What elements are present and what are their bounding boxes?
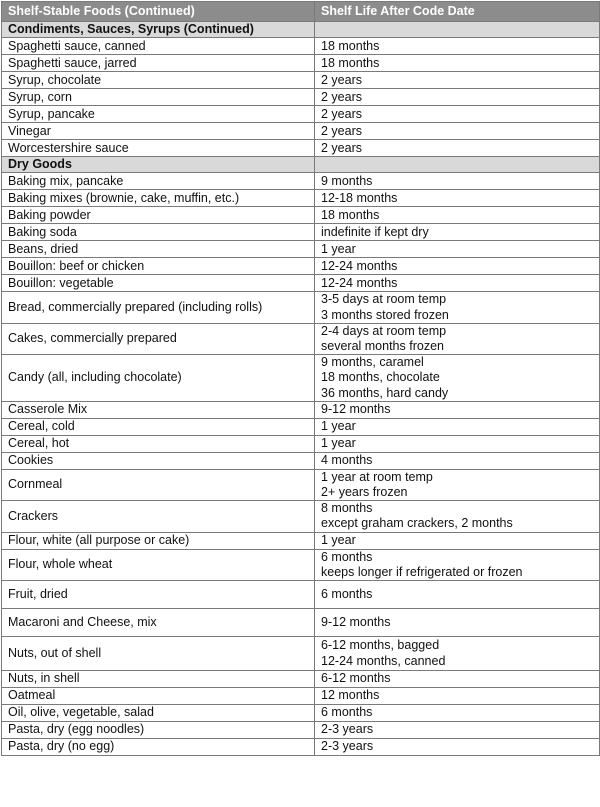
shelf-life-cell	[315, 469, 600, 500]
shelf-life-line: 2 years	[321, 140, 362, 155]
shelf-life-line: 1 year at room temp	[321, 469, 433, 484]
table-row	[2, 637, 600, 671]
table-row	[2, 224, 600, 241]
table-row	[2, 549, 600, 580]
section-header-row	[2, 22, 600, 38]
shelf-life-line: 1 year	[321, 419, 356, 434]
shelf-life-cell	[315, 418, 600, 435]
shelf-life-cell	[315, 292, 600, 323]
table-row	[2, 469, 600, 500]
shelf-life-line: 6-12 months, bagged	[321, 638, 440, 653]
shelf-life-cell	[315, 355, 600, 402]
table-row	[2, 501, 600, 532]
shelf-life-line: 2+ years frozen	[321, 485, 408, 500]
shelf-life-cell	[315, 258, 600, 275]
shelf-life-line: 18 months	[321, 207, 380, 222]
section-title-empty-cell	[315, 157, 600, 173]
table-row	[2, 173, 600, 190]
table-body	[2, 22, 600, 756]
table-row	[2, 739, 600, 756]
table-row	[2, 292, 600, 323]
shelf-life-cell	[315, 190, 600, 207]
shelf-life-line: indefinite if kept dry	[321, 224, 429, 239]
food-item-cell: Spaghetti sauce, canned	[2, 38, 315, 55]
table-row	[2, 38, 600, 55]
shelf-life-cell	[315, 688, 600, 705]
shelf-life-line: 1 year	[321, 533, 356, 548]
table-row	[2, 241, 600, 258]
shelf-life-table	[1, 1, 600, 756]
shelf-life-line: 8 months	[321, 501, 373, 516]
shelf-life-line: 36 months, hard candy	[321, 385, 449, 400]
shelf-life-line: 12-24 months, canned	[321, 653, 446, 668]
table-row	[2, 418, 600, 435]
shelf-life-line: 18 months, chocolate	[321, 370, 440, 385]
food-item-cell: Oatmeal	[2, 688, 315, 705]
food-item-cell: Flour, whole wheat	[2, 549, 315, 580]
shelf-life-cell	[315, 609, 600, 637]
shelf-life-line: 9 months, caramel	[321, 355, 424, 370]
food-item-cell: Fruit, dried	[2, 581, 315, 609]
food-item-cell: Oil, olive, vegetable, salad	[2, 705, 315, 722]
food-item-cell: Syrup, pancake	[2, 106, 315, 123]
table-row	[2, 705, 600, 722]
food-item-cell: Bread, commercially prepared (including rolls)	[2, 292, 315, 323]
food-item-cell: Nuts, out of shell	[2, 637, 315, 671]
table-row	[2, 355, 600, 402]
shelf-life-line: 3 months stored frozen	[321, 307, 449, 322]
food-item-cell: Casserole Mix	[2, 401, 315, 418]
food-item-cell: Baking powder	[2, 207, 315, 224]
shelf-life-cell	[315, 106, 600, 123]
food-item-cell: Bouillon: beef or chicken	[2, 258, 315, 275]
shelf-life-line: several months frozen	[321, 339, 444, 354]
shelf-life-line: 9 months	[321, 173, 373, 188]
shelf-life-cell	[315, 435, 600, 452]
food-item-cell: Spaghetti sauce, jarred	[2, 55, 315, 72]
table-row	[2, 323, 600, 354]
shelf-life-line: 9-12 months	[321, 402, 391, 417]
shelf-life-line: 6 months	[321, 549, 373, 564]
table-row	[2, 123, 600, 140]
food-item-cell: Nuts, in shell	[2, 671, 315, 688]
table-row	[2, 140, 600, 157]
table-row	[2, 435, 600, 452]
shelf-life-cell	[315, 241, 600, 258]
shelf-life-line: 3-5 days at room temp	[321, 292, 447, 307]
shelf-life-line: 12-18 months	[321, 190, 398, 205]
food-item-cell: Pasta, dry (no egg)	[2, 739, 315, 756]
section-title: Dry Goods	[2, 157, 315, 173]
food-item-cell: Baking soda	[2, 224, 315, 241]
shelf-life-cell	[315, 89, 600, 106]
food-item-cell: Cookies	[2, 452, 315, 469]
food-item-cell: Pasta, dry (egg noodles)	[2, 722, 315, 739]
shelf-life-cell	[315, 55, 600, 72]
shelf-life-cell	[315, 224, 600, 241]
table-row	[2, 258, 600, 275]
food-item-cell: Baking mixes (brownie, cake, muffin, etc.)	[2, 190, 315, 207]
table-header-row	[2, 2, 600, 22]
shelf-life-line: 6 months	[321, 705, 373, 720]
table-row	[2, 581, 600, 609]
header-shelf-life-column: Shelf Life After Code Date	[315, 2, 600, 22]
shelf-life-line: 6 months	[321, 586, 373, 601]
table-row	[2, 72, 600, 89]
shelf-life-cell	[315, 140, 600, 157]
shelf-life-cell	[315, 581, 600, 609]
shelf-life-line: 18 months	[321, 38, 380, 53]
shelf-life-line: 12-24 months	[321, 258, 398, 273]
shelf-life-cell	[315, 72, 600, 89]
food-item-cell: Cornmeal	[2, 469, 315, 500]
shelf-life-line: 1 year	[321, 241, 356, 256]
shelf-life-cell	[315, 501, 600, 532]
food-item-cell: Baking mix, pancake	[2, 173, 315, 190]
shelf-life-line: 12-24 months	[321, 275, 398, 290]
table-row	[2, 55, 600, 72]
food-item-cell: Flour, white (all purpose or cake)	[2, 532, 315, 549]
shelf-life-cell	[315, 705, 600, 722]
table-row	[2, 106, 600, 123]
table-row	[2, 671, 600, 688]
section-title-empty-cell	[315, 22, 600, 38]
shelf-life-line: 4 months	[321, 453, 373, 468]
table-row	[2, 275, 600, 292]
shelf-life-line: 6-12 months	[321, 671, 391, 686]
food-item-cell: Cereal, cold	[2, 418, 315, 435]
food-item-cell: Crackers	[2, 501, 315, 532]
shelf-life-line: 2 years	[321, 89, 362, 104]
shelf-life-cell	[315, 671, 600, 688]
shelf-life-line: 9-12 months	[321, 614, 391, 629]
shelf-life-cell	[315, 452, 600, 469]
shelf-life-cell	[315, 722, 600, 739]
food-item-cell: Beans, dried	[2, 241, 315, 258]
shelf-life-cell	[315, 532, 600, 549]
food-item-cell: Syrup, chocolate	[2, 72, 315, 89]
shelf-life-cell	[315, 207, 600, 224]
table-row	[2, 722, 600, 739]
table-row	[2, 452, 600, 469]
table-row	[2, 207, 600, 224]
shelf-life-cell	[315, 123, 600, 140]
section-header-row	[2, 157, 600, 173]
table-row	[2, 532, 600, 549]
shelf-life-line: 18 months	[321, 55, 380, 70]
shelf-life-cell	[315, 549, 600, 580]
shelf-life-line: 1 year	[321, 436, 356, 451]
section-title: Condiments, Sauces, Syrups (Continued)	[2, 22, 315, 38]
food-item-cell: Candy (all, including chocolate)	[2, 355, 315, 402]
table-row	[2, 609, 600, 637]
shelf-life-cell	[315, 637, 600, 671]
shelf-life-line: keeps longer if refrigerated or frozen	[321, 564, 523, 579]
shelf-life-cell	[315, 275, 600, 292]
shelf-life-line: 2 years	[321, 72, 362, 87]
food-item-cell: Cereal, hot	[2, 435, 315, 452]
food-item-cell: Worcestershire sauce	[2, 140, 315, 157]
shelf-life-line: except graham crackers, 2 months	[321, 516, 513, 531]
food-item-cell: Cakes, commercially prepared	[2, 323, 315, 354]
food-item-cell: Bouillon: vegetable	[2, 275, 315, 292]
table-row	[2, 401, 600, 418]
shelf-life-line: 2-3 years	[321, 722, 374, 737]
table-row	[2, 89, 600, 106]
food-item-cell: Macaroni and Cheese, mix	[2, 609, 315, 637]
header-food-column: Shelf-Stable Foods (Continued)	[2, 2, 315, 22]
food-item-cell: Vinegar	[2, 123, 315, 140]
shelf-life-cell	[315, 739, 600, 756]
shelf-life-cell	[315, 401, 600, 418]
shelf-life-cell	[315, 38, 600, 55]
shelf-life-line: 2-3 years	[321, 739, 374, 754]
shelf-life-cell	[315, 323, 600, 354]
shelf-life-line: 12 months	[321, 688, 380, 703]
table-row	[2, 190, 600, 207]
shelf-life-line: 2 years	[321, 123, 362, 138]
shelf-life-line: 2 years	[321, 106, 362, 121]
table-row	[2, 688, 600, 705]
shelf-life-cell	[315, 173, 600, 190]
shelf-life-line: 2-4 days at room temp	[321, 323, 447, 338]
food-item-cell: Syrup, corn	[2, 89, 315, 106]
